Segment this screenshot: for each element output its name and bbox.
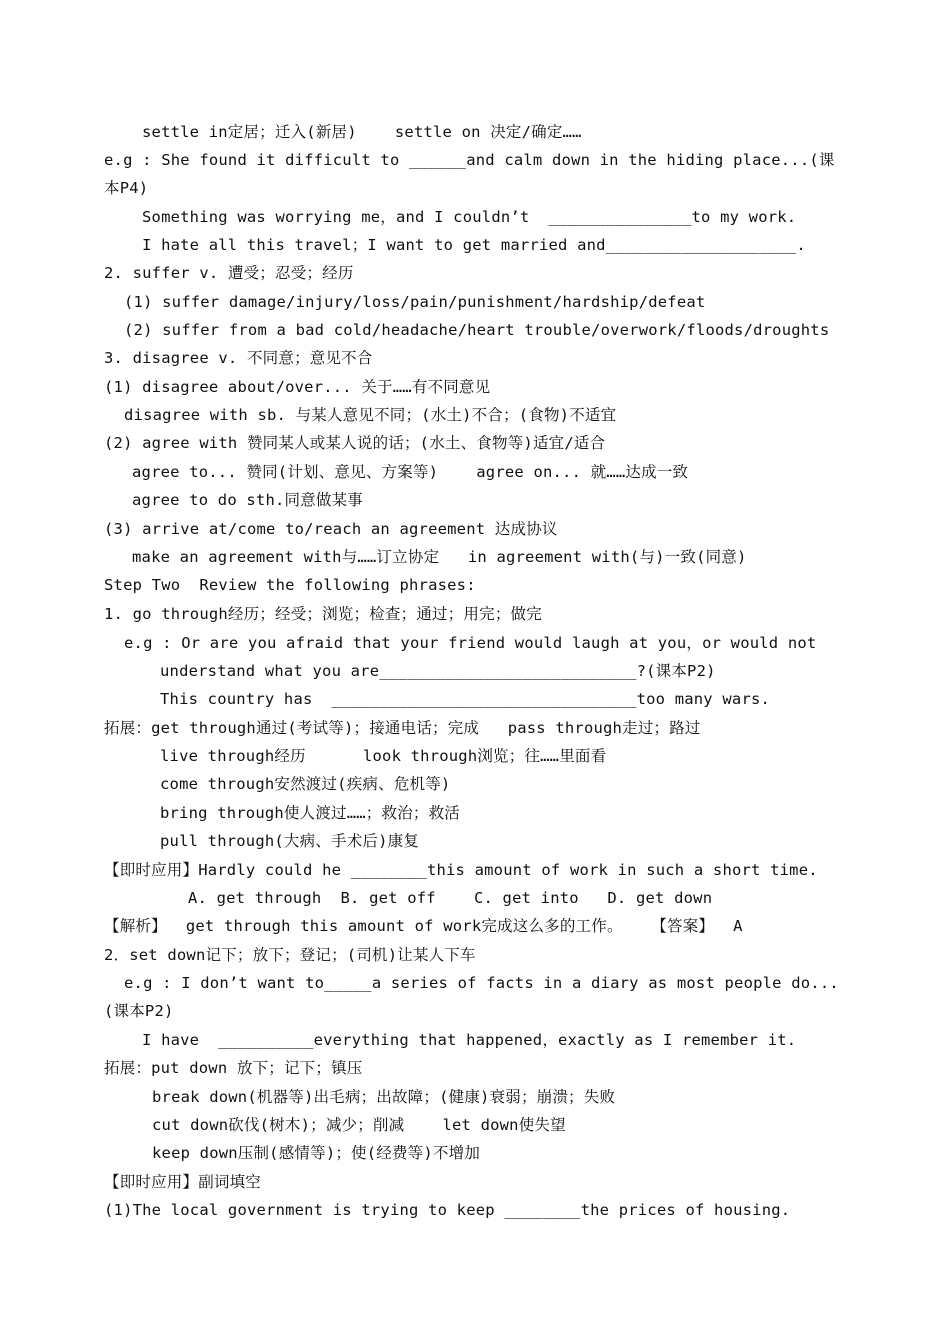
text-line: 【即时应用】Hardly could he ________this amount of work in such a short time. (104, 861, 818, 879)
text-line: bring through使人渡过……；救治；救活 (160, 804, 460, 822)
text-line: 3. disagree v. 不同意；意见不合 (104, 349, 373, 367)
text-line: (2) agree with 赞同某人或某人说的话；(水土、食物等)适宜/适合 (104, 434, 606, 452)
text-line: This country has ________________________________too many wars. (160, 690, 771, 708)
text-line: 2. suffer v. 遭受；忍受；经历 (104, 264, 354, 282)
text-line: Step Two Review the following phrases: (104, 576, 476, 594)
text-line: understand what you are___________________________?(课本P2) (160, 662, 716, 680)
text-line: (2) suffer from a bad cold/headache/heart trouble/overwork/floods/droughts (124, 321, 830, 339)
text-line: (1)The local government is trying to keep ________the prices of housing. (104, 1201, 791, 1219)
text-line: (1) suffer damage/injury/loss/pain/punishment/hardship/defeat (124, 293, 706, 311)
text-line: agree to... 赞同(计划、意见、方案等) agree on... 就……达成一致 (132, 463, 689, 481)
text-line: I have __________everything that happened，exactly as I remember it. (142, 1031, 797, 1049)
text-line: keep down压制(感情等)；使(经费等)不增加 (152, 1144, 481, 1162)
text-line: live through经历 look through浏览；往……里面看 (160, 747, 607, 765)
text-line: (课本P2) (104, 1002, 174, 1020)
text-line: 本P4) (104, 179, 149, 197)
text-line: make an agreement with与……订立协定 in agreement with(与)一致(同意) (132, 548, 747, 566)
text-line: disagree with sb. 与某人意见不同；(水土)不合；(食物)不适宜 (124, 406, 617, 424)
text-line: break down(机器等)出毛病；出故障；(健康)衰弱；崩溃；失败 (152, 1088, 616, 1106)
text-line: pull through(大病、手术后)康复 (160, 832, 420, 850)
text-line: 拓展：put down 放下；记下；镇压 (104, 1059, 363, 1077)
text-line: 2．set down记下；放下；登记；(司机)让某人下车 (104, 946, 476, 964)
text-line: e.g : Or are you afraid that your friend would laugh at you，or would not (124, 634, 817, 652)
text-line: cut down砍伐(树木)；减少；削减 let down使失望 (152, 1116, 566, 1134)
text-line: settle in定居；迁入(新居) settle on 决定/确定…… (142, 123, 582, 141)
text-line: come through安然渡过(疾病、危机等) (160, 775, 451, 793)
text-line: 拓展：get through通过(考试等)；接通电话；完成 pass through走过；路过 (104, 719, 701, 737)
text-line: 【解析】 get through this amount of work完成这么多的工作。 【答案】 A (104, 917, 743, 935)
text-line: agree to do sth.同意做某事 (132, 491, 364, 509)
text-line: A. get through B. get off C. get into D. get down (188, 889, 713, 907)
text-line: e.g : I don’t want to_____a series of facts in a diary as most people do... (124, 974, 839, 992)
text-line: 【即时应用】副词填空 (104, 1173, 262, 1191)
text-line: I hate all this travel；I want to get married and____________________. (142, 236, 806, 254)
text-line: (1) disagree about/over... 关于……有不同意见 (104, 378, 491, 396)
text-line: Something was worrying me，and I couldn’t _______________to my work. (142, 208, 797, 226)
text-line: (3) arrive at/come to/reach an agreement 达成协议 (104, 520, 558, 538)
text-line: 1. go through经历；经受；浏览；检查；通过；用完；做完 (104, 605, 542, 623)
text-line: e.g : She found it difficult to ______and calm down in the hiding place...(课 (104, 151, 835, 169)
